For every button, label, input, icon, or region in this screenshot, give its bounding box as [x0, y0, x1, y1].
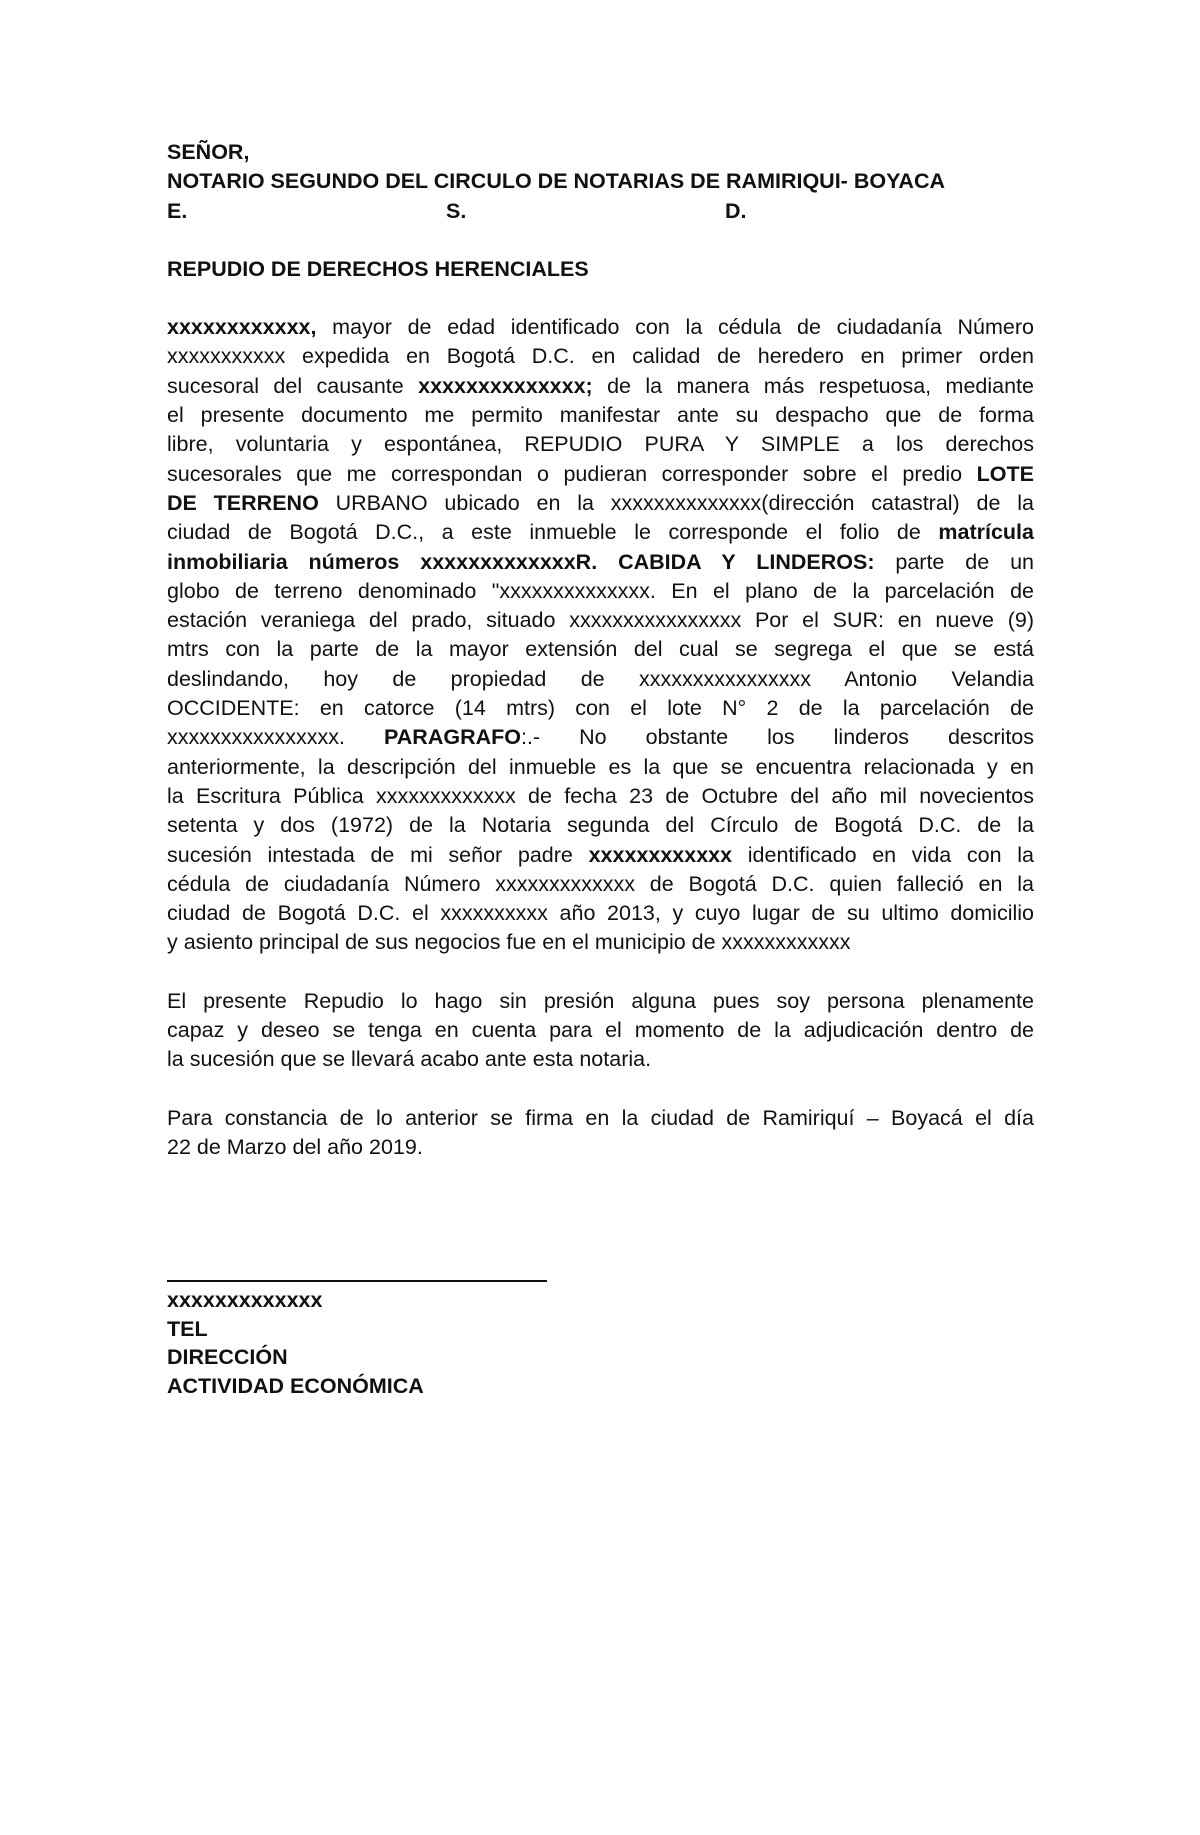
text-run: la Escritura Pública xxxxxxxxxxxxx de fecha 23 de Octubre del año mil novecientos — [167, 783, 1034, 808]
text-run: mtrs con la parte de la mayor extensión del cual se segrega el que se está — [167, 637, 1034, 662]
text-run: anteriormente, la descripción del inmueble es la que se encuentra relacionada y en — [167, 754, 1034, 779]
paragraph-line — [167, 430, 1034, 459]
declaration-paragraph — [167, 987, 1034, 1075]
text-run: capaz y deseo se tenga en cuenta para el momento de la adjudicación dentro de — [167, 1018, 1034, 1043]
bold-text: matrícula — [938, 520, 1034, 545]
signer-name: xxxxxxxxxxxxx — [167, 1288, 323, 1313]
bold-text: xxxxxxxxxxxxxx; — [418, 373, 593, 398]
paragraph-line — [167, 548, 1034, 577]
document-page — [167, 138, 1034, 1400]
paragraph-line — [167, 313, 1034, 342]
paragraph-line — [167, 870, 1034, 899]
esd-s: S. — [446, 198, 467, 223]
paragraph-line — [167, 987, 1034, 1016]
paragraph-line — [167, 372, 1034, 401]
text-run: mayor de edad identificado con la cédula de ciudadanía Número — [316, 315, 1034, 340]
bold-text: inmobiliaria números xxxxxxxxxxxxxR. CABIDA Y LINDEROS: — [167, 549, 875, 574]
text-run: identificado en vida con la — [732, 842, 1034, 867]
paragraph-line — [167, 841, 1034, 870]
text-run: sucesorales que me correspondan o pudieran corresponder sobre el predio — [167, 461, 977, 486]
text-run: y asiento principal de sus negocios fue en el municipio de xxxxxxxxxxxx — [167, 930, 851, 955]
paragraph-line — [167, 665, 1034, 694]
paragraph-line — [167, 694, 1034, 723]
text-run: setenta y dos (1972) de la Notaria segunda del Círculo de Bogotá D.C. de la — [167, 813, 1034, 838]
text-run: de la manera más respetuosa, mediante — [592, 373, 1034, 398]
paragraph-line — [167, 1016, 1034, 1045]
paragraph-line — [167, 899, 1034, 928]
paragraph-line — [167, 577, 1034, 606]
text-run: el presente documento me permito manifestar ante su despacho que de forma — [167, 403, 1034, 428]
text-run: URBANO ubicado en la xxxxxxxxxxxxxx(dirección catastral) de la — [318, 490, 1034, 515]
text-run: deslindando, hoy de propiedad de xxxxxxxxxxxxxxxx Antonio Velandia — [167, 666, 1034, 691]
text-run: Para constancia de lo anterior se firma en la ciudad de Ramiriquí – Boyacá el día — [167, 1105, 1034, 1130]
text-run: :.- No obstante los linderos descritos — [520, 725, 1035, 750]
paragraph-line — [167, 489, 1034, 518]
text-run: xxxxxxxxxxxxxxxx. — [167, 725, 385, 750]
document-subject: REPUDIO DE DERECHOS HERENCIALES — [167, 256, 589, 281]
text-run: OCCIDENTE: en catorce (14 mtrs) con el lote N° 2 de la parcelación de — [167, 696, 1034, 721]
body-paragraph — [167, 313, 1034, 958]
paragraph-line — [167, 811, 1034, 840]
bold-text: PARAGRAFO — [384, 725, 521, 750]
bold-text: xxxxxxxxxxxx, — [167, 315, 317, 340]
signer-phone-label: TEL — [167, 1316, 208, 1341]
text-run: cédula de ciudadanía Número xxxxxxxxxxxxx de Bogotá D.C. quien falleció en la — [167, 871, 1034, 896]
paragraph-line — [167, 1104, 1034, 1133]
esd-d: D. — [725, 198, 747, 223]
text-run: la sucesión que se llevará acabo ante esta notaria. — [167, 1047, 652, 1072]
bold-text: xxxxxxxxxxxx — [588, 842, 733, 867]
paragraph-line — [167, 635, 1034, 664]
paragraph-line — [167, 401, 1034, 430]
text-run: globo de terreno denominado "xxxxxxxxxxxxxx. En el plano de la parcelación de — [167, 578, 1034, 603]
text-run: xxxxxxxxxxx expedida en Bogotá D.C. en calidad de heredero en primer orden — [167, 344, 1034, 369]
text-run: libre, voluntaria y espontánea, REPUDIO PURA Y SIMPLE a los derechos — [167, 432, 1034, 457]
recipient-line: NOTARIO SEGUNDO DEL CIRCULO DE NOTARIAS DE RAMIRIQUI- BOYACA — [167, 169, 946, 194]
signer-activity-label: ACTIVIDAD ECONÓMICA — [167, 1373, 424, 1398]
paragraph-line — [167, 460, 1034, 489]
paragraph-line — [167, 1133, 1034, 1162]
text-run: ciudad de Bogotá D.C. el xxxxxxxxxx año 2013, y cuyo lugar de su ultimo domicilio — [167, 901, 1034, 926]
esd-e: E. — [167, 198, 188, 223]
paragraph-line — [167, 782, 1034, 811]
text-run: ciudad de Bogotá D.C., a este inmueble le corresponde el folio de — [167, 520, 939, 545]
signature-line — [167, 1280, 547, 1282]
salutation: SEÑOR, — [167, 140, 250, 164]
text-run: El presente Repudio lo hago sin presión alguna pues soy persona plenamente — [167, 988, 1034, 1013]
paragraph-line — [167, 518, 1034, 547]
text-run: sucesoral del causante — [167, 373, 419, 398]
paragraph-line — [167, 723, 1034, 752]
text-run: parte de un — [874, 549, 1034, 574]
bold-text: LOTE — [976, 461, 1034, 486]
closing-paragraph — [167, 1104, 1034, 1163]
text-run: estación veraniega del prado, situado xxxxxxxxxxxxxxxx Por el SUR: en nueve (9) — [167, 608, 1034, 633]
text-run: sucesión intestada de mi señor padre — [167, 842, 589, 867]
esd-line — [167, 197, 1034, 226]
paragraph-line — [167, 606, 1034, 635]
paragraph-line — [167, 1045, 1034, 1074]
signer-address-label: DIRECCIÓN — [167, 1345, 288, 1370]
paragraph-line — [167, 928, 1034, 957]
paragraph-line — [167, 342, 1034, 371]
paragraph-line — [167, 753, 1034, 782]
text-run: 22 de Marzo del año 2019. — [167, 1134, 423, 1159]
bold-text: DE TERRENO — [167, 490, 319, 515]
